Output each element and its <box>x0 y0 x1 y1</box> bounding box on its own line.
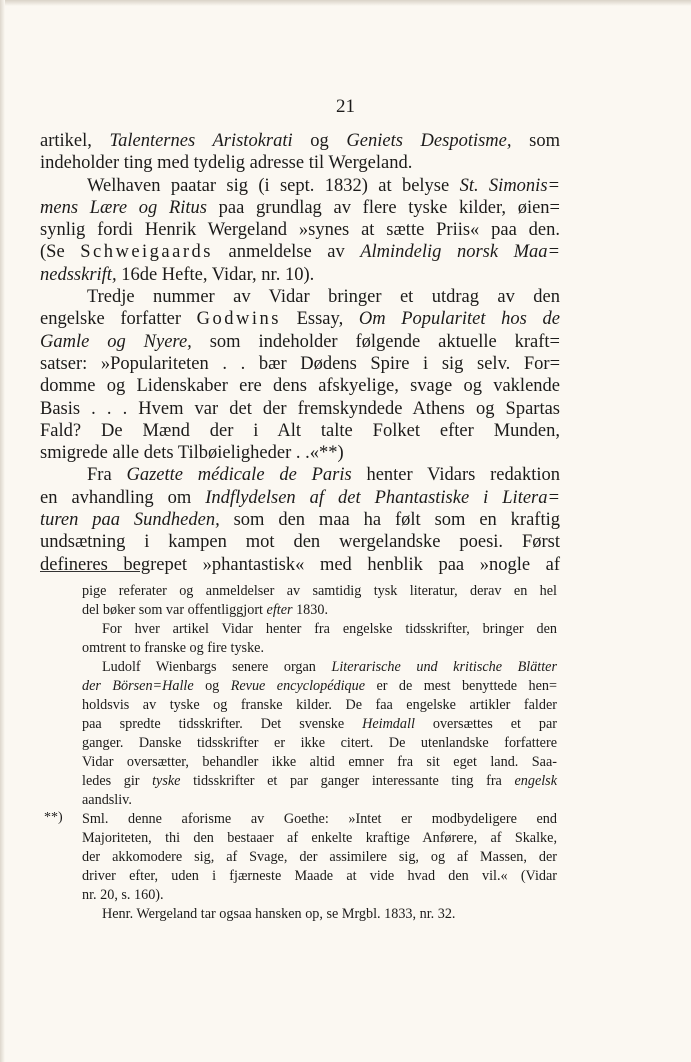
text-run: Tredje nummer av Vidar bringer et utdrag av den <box>87 287 560 308</box>
footnote-double-star <box>44 810 557 829</box>
text-run: Om Popularitet hos de <box>358 309 560 330</box>
note-line <box>82 715 557 734</box>
note-line <box>82 829 557 848</box>
text-run: Ludolf Wienbargs senere organ <box>102 659 332 675</box>
text-run: undsætning i kampen mot den wergelandske poesi. Først <box>40 532 560 553</box>
note-line <box>82 772 557 791</box>
text-run: St. Simonis= <box>459 175 560 196</box>
text-run: Gamle og Nyere, <box>40 331 192 352</box>
text-run: Godwins <box>196 309 281 330</box>
text-run: (Se <box>40 242 81 263</box>
text-run: Essay, <box>280 309 359 330</box>
text-run: indeholder ting med tydelig adresse til Wergeland. <box>40 153 413 174</box>
note-line <box>82 639 557 658</box>
text-run: nedsskrift, <box>40 264 117 285</box>
footnote-marker: **) <box>44 810 63 825</box>
text-run: anmeldelse av <box>212 242 361 263</box>
text-run: For hver artikel Vidar henter fra engelske tidsskrifter, bringer den <box>102 621 557 637</box>
text-run: aandsliv. <box>82 792 132 808</box>
text-line <box>40 197 560 219</box>
note-line <box>82 791 557 810</box>
text-run: Vidar oversætter, behandler ikke altid emner fra sit eget land. Saa- <box>82 754 557 770</box>
text-run: der Börsen=Halle <box>82 678 194 694</box>
text-run: holdsvis av tyske og franske kilder. De faa engelske artikler falder <box>82 697 557 713</box>
page-edge-shadow-left <box>0 0 5 1062</box>
text-run: defineres begrepet »phantastisk« med henblik paa »nogle af <box>40 554 560 575</box>
note-line <box>82 753 557 772</box>
text-run: Henr. Wergeland tar ogsaa hansken op, se Mrgbl. 1833, nr. 32. <box>102 906 456 922</box>
note-line <box>82 677 557 696</box>
text-run: Literarische und kritische Blätter <box>331 659 557 675</box>
main-text <box>40 130 560 576</box>
text-run: Almindelig norsk Maa= <box>360 242 560 263</box>
footnotes <box>44 582 558 924</box>
text-run: og <box>292 131 347 151</box>
text-run: en avhandling om <box>40 487 206 508</box>
text-run: paa spredte tidsskrifter. Det svenske <box>82 716 363 732</box>
text-run: Heimdall <box>362 716 415 732</box>
text-run: paa grundlag av flere tyske kilder, øien= <box>206 197 560 218</box>
text-line <box>40 509 560 531</box>
note-line <box>82 848 557 867</box>
text-run: Fald? De Mænd der i Alt talte Folket efter Munden, <box>40 420 560 441</box>
text-run: artikel, <box>40 131 110 151</box>
text-run: efter <box>266 602 293 618</box>
text-run: Gazette médicale de Paris <box>126 465 352 486</box>
text-run: som den maa ha følt som en kraftig <box>219 510 560 531</box>
text-run: Revue encyclopédique <box>230 678 366 694</box>
note-line <box>82 810 557 829</box>
text-run: henter Vidars redaktion <box>351 465 560 486</box>
text-run: Fra <box>87 465 127 486</box>
text-run: oversættes et par <box>414 716 558 732</box>
text-run: og <box>193 678 231 694</box>
note-line <box>82 696 557 715</box>
text-run: Schweigaards <box>80 242 213 263</box>
text-run: pige referater og anmeldelser av samtidig tysk literatur, derav en hel <box>82 583 557 599</box>
text-run: turen paa Sundheden, <box>40 510 220 531</box>
text-line <box>40 554 560 576</box>
text-run: Talenternes Aristokrati <box>109 131 293 151</box>
text-run: Indflydelsen af det Phantastiske i Litera= <box>205 487 560 508</box>
text-run: tyske <box>152 773 181 789</box>
text-run: del bøker som var offentliggjort <box>82 602 267 618</box>
note-line <box>82 620 557 639</box>
text-run: 1830. <box>292 602 328 618</box>
text-run: driver efter, uden i fjærneste Maade at vide hvad den vil.« (Vidar <box>82 868 557 884</box>
text-run: omtrent to franske og fire tyske. <box>82 640 265 656</box>
text-run: nr. 20, s. 160). <box>82 887 164 903</box>
footnote-rule <box>40 571 140 572</box>
text-line <box>40 286 560 308</box>
text-run: Geniets Despotisme, <box>346 131 512 151</box>
text-run: Welhaven paatar sig (i sept. 1832) at belyse <box>87 175 460 196</box>
text-run: er de mest benyttede hen= <box>365 678 558 694</box>
text-run: satser: »Populariteten . . bær Dødens Spire i sig selv. For= <box>40 353 560 374</box>
note-line <box>82 582 557 601</box>
text-line <box>40 398 560 420</box>
text-run: som <box>511 131 560 151</box>
text-line <box>40 308 560 330</box>
page-number: 21 <box>336 96 355 117</box>
text-run: smigrede alle dets Tilbøieligheder . .«**) <box>40 443 344 464</box>
text-run: tidsskrifter et par ganger interessante ting fra <box>180 773 515 789</box>
text-run: mens Lære og Ritus <box>40 197 207 218</box>
text-run: der akkomodere sig, af Svage, der assimilere sig, og af Massen, der <box>82 849 557 865</box>
text-line <box>40 219 560 241</box>
text-run: Sml. denne aforisme av Goethe: »Intet er modbydeligere end <box>82 811 557 827</box>
note-line <box>82 867 557 886</box>
text-run: Basis . . . Hvem var det der fremskyndede Athens og Spartas <box>40 398 560 419</box>
note-line <box>82 886 557 905</box>
text-run: engelske forfatter <box>40 309 197 330</box>
text-run: engelsk <box>514 773 557 789</box>
text-line <box>40 531 560 553</box>
text-run: ganger. Danske tidsskrifter er ikke citert. De utenlandske forfattere <box>82 735 557 751</box>
text-run: som indeholder følgende aktuelle kraft= <box>191 331 560 352</box>
text-line <box>40 442 560 464</box>
text-line <box>40 175 560 197</box>
text-line <box>40 353 560 375</box>
text-run: domme og Lidenskaber ere dens afskyelige, svage og vaklende <box>40 376 560 397</box>
text-run: Majoriteten, thi den bestaaer af enkelte kraftige Anførere, af Skalke, <box>82 830 557 846</box>
text-line <box>40 331 560 353</box>
note-line <box>82 734 557 753</box>
note-line <box>82 658 557 677</box>
text-run: 16de Hefte, Vidar, nr. 10). <box>116 264 315 285</box>
note-line <box>82 905 557 924</box>
text-line <box>40 464 560 486</box>
text-line <box>40 420 560 442</box>
text-line <box>40 375 560 397</box>
text-line <box>40 152 560 174</box>
text-line <box>40 241 560 263</box>
text-run: ledes gir <box>82 773 153 789</box>
text-line <box>40 487 560 509</box>
page-edge-shadow <box>0 0 691 6</box>
note-line <box>82 601 557 620</box>
text-line <box>40 264 560 286</box>
text-line <box>40 130 560 152</box>
text-run: synlig fordi Henrik Wergeland »synes at sætte Priis« paa den. <box>40 220 560 241</box>
